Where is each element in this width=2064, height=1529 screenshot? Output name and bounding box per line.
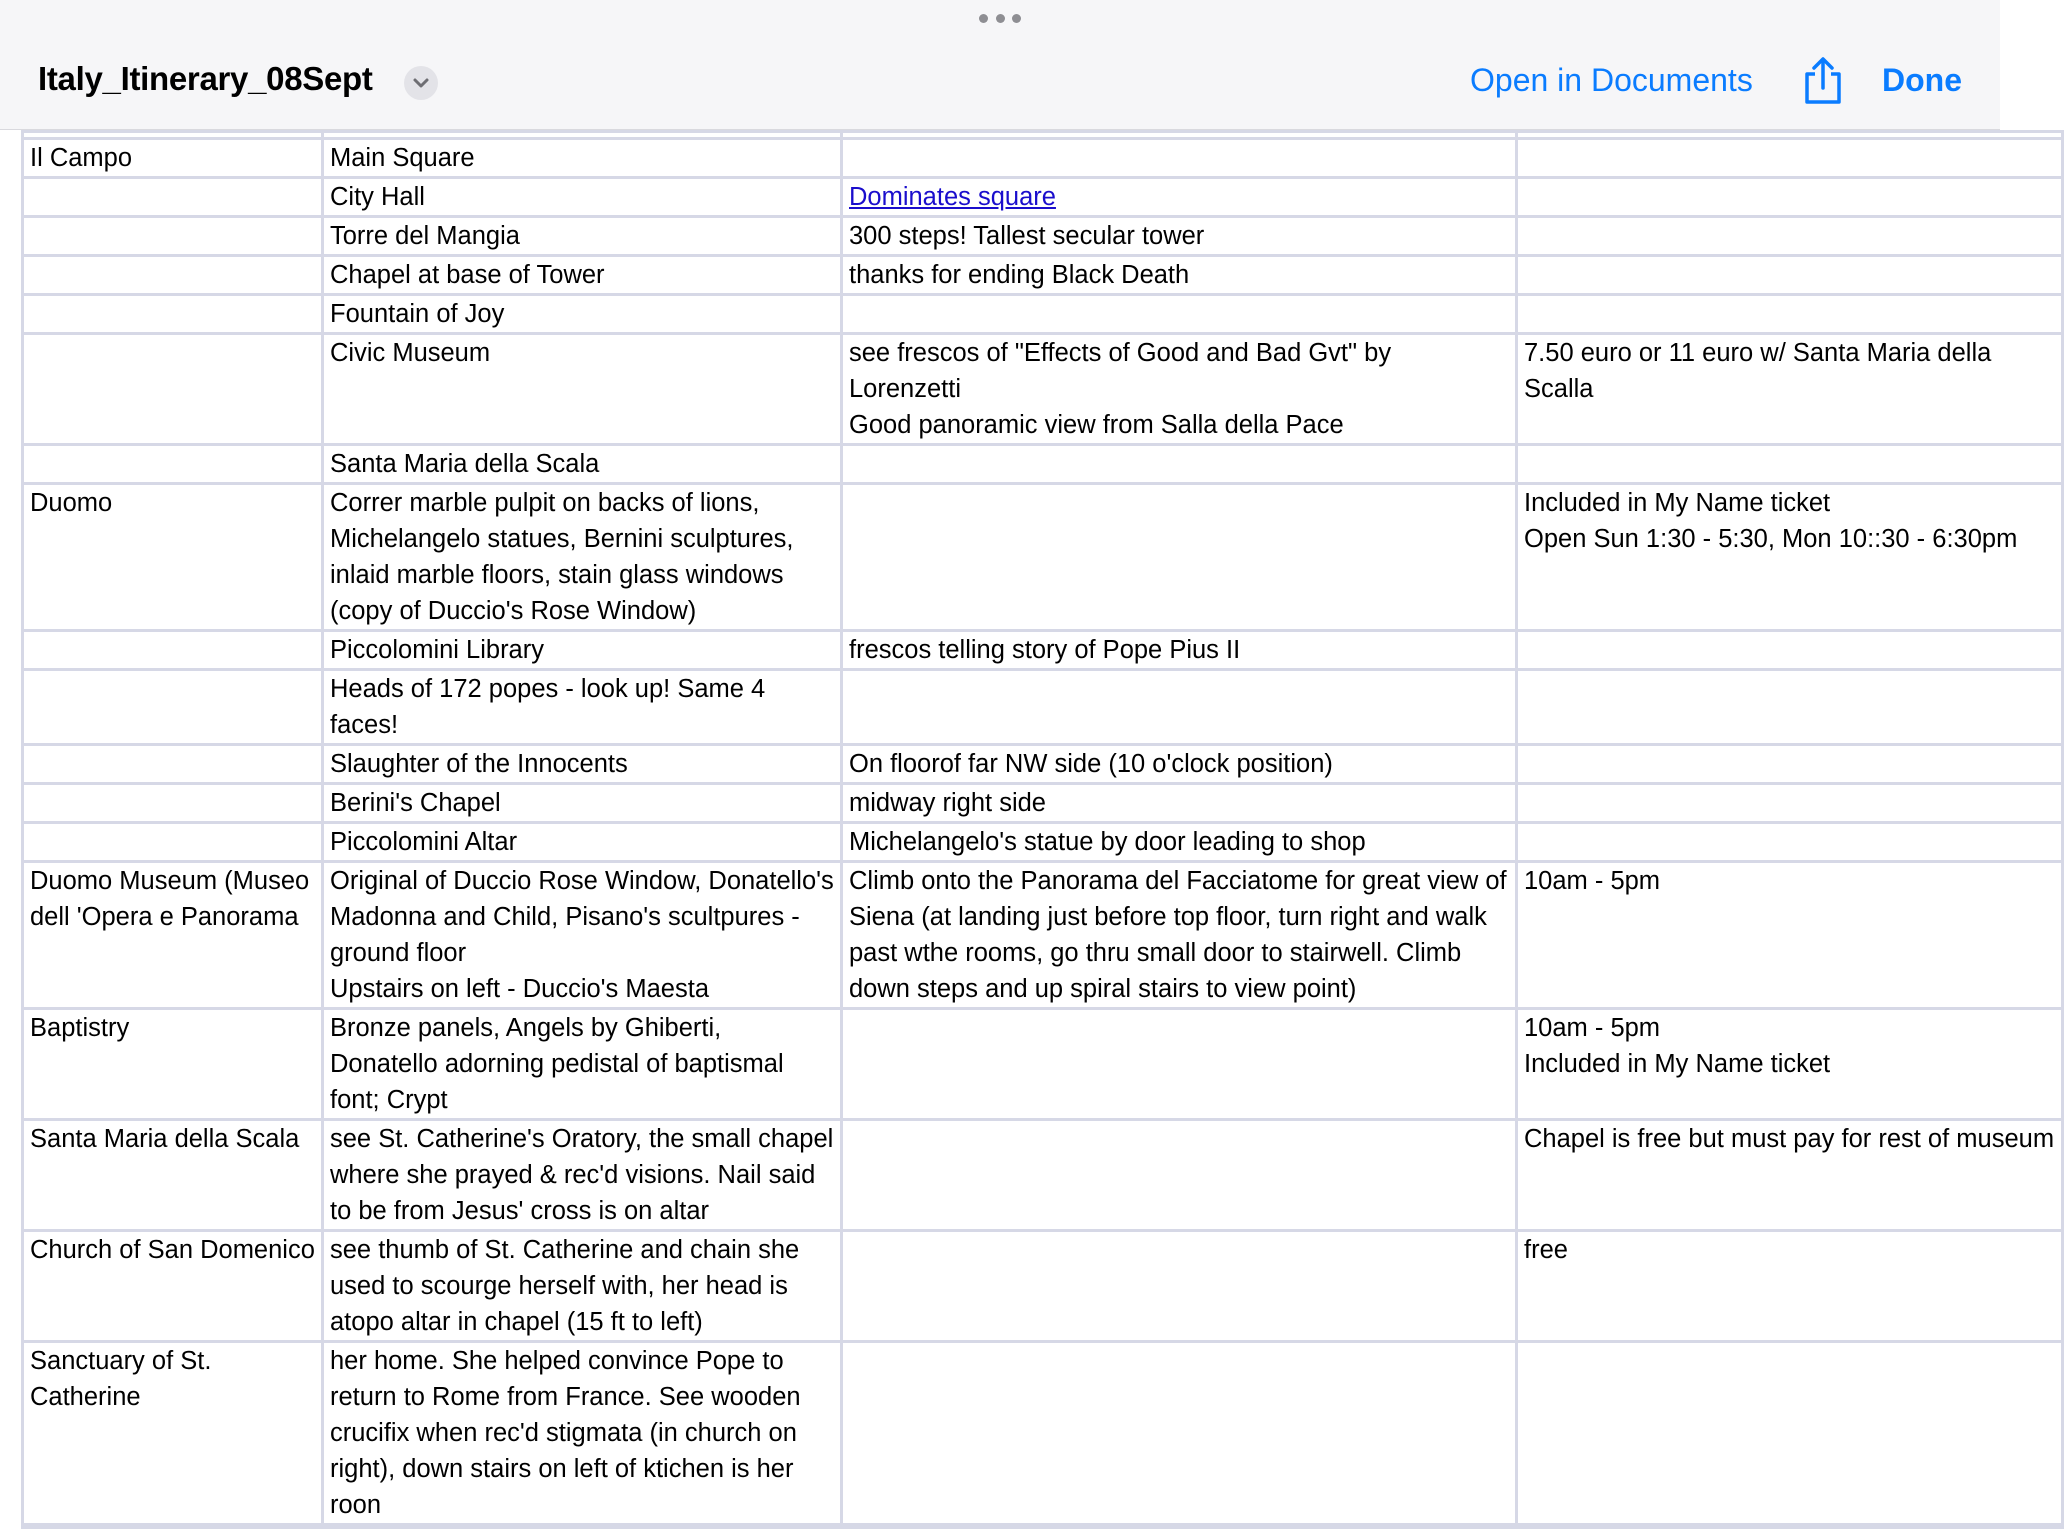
table-cell[interactable]: Included in My Name ticket Open Sun 1:30 - 5:30, Mon 10::30 - 6:30pm [1517, 484, 2063, 631]
table-cell[interactable]: Slaughter of the Innocents [323, 745, 842, 784]
table-cell[interactable] [842, 132, 1517, 139]
table-cell[interactable] [23, 178, 323, 217]
table-cell[interactable] [842, 1120, 1517, 1231]
table-cell[interactable] [1517, 670, 2063, 745]
table-cell[interactable] [842, 1342, 1517, 1525]
table-cell[interactable]: Chapel is free but must pay for rest of museum [1517, 1120, 2063, 1231]
table-cell[interactable]: Berini's Chapel [323, 784, 842, 823]
table-cell[interactable]: thanks for ending Black Death [842, 256, 1517, 295]
table-cell[interactable] [23, 295, 323, 334]
table-cell[interactable] [23, 445, 323, 484]
table-cell[interactable]: Sanctuary of St. Catherine [23, 1342, 323, 1525]
table-cell[interactable]: 10am - 5pm Included in My Name ticket [1517, 1009, 2063, 1120]
table-cell[interactable]: see frescos of "Effects of Good and Bad Gvt" by Lorenzetti Good panoramic view from Salla della Pace [842, 334, 1517, 445]
table-row [23, 295, 2063, 334]
table-cell[interactable]: Chapel at base of Tower [323, 256, 842, 295]
table-row [23, 178, 2063, 217]
done-button[interactable]: Done [1882, 62, 1962, 98]
table-cell[interactable]: Torre del Mangia [323, 217, 842, 256]
table-cell[interactable] [23, 1525, 323, 1528]
table-cell[interactable]: City Hall [323, 178, 842, 217]
table-cell[interactable] [1517, 217, 2063, 256]
dominates-square-link[interactable]: Dominates square [849, 183, 1056, 211]
table-cell[interactable]: Michelangelo's statue by door leading to shop [842, 823, 1517, 862]
table-row [23, 745, 2063, 784]
table-cell[interactable]: Duomo [23, 484, 323, 631]
open-in-documents-button[interactable]: Open in Documents [1470, 62, 1753, 98]
table-row [23, 1342, 2063, 1525]
table-cell[interactable] [323, 1525, 842, 1528]
table-cell[interactable] [1517, 445, 2063, 484]
table-cell[interactable]: Heads of 172 popes - look up! Same 4 faces! [323, 670, 842, 745]
share-icon[interactable] [1801, 56, 1845, 106]
table-row [23, 217, 2063, 256]
table-cell[interactable]: Civic Museum [323, 334, 842, 445]
table-cell[interactable] [842, 670, 1517, 745]
table-cell[interactable]: Main Square [323, 139, 842, 178]
table-cell[interactable] [1517, 132, 2063, 139]
table-row [23, 484, 2063, 631]
table-cell[interactable]: Climb onto the Panorama del Facciatome for great view of Siena (at landing just before top floor, turn right and walk past wthe rooms, go thru small door to stairwell. Climb down steps and up spiral stairs to view point) [842, 862, 1517, 1009]
table-row [23, 256, 2063, 295]
table-cell[interactable] [842, 295, 1517, 334]
chevron-down-icon[interactable] [404, 66, 438, 100]
table-cell[interactable] [23, 670, 323, 745]
table-cell[interactable] [23, 784, 323, 823]
more-dots-icon[interactable] [979, 12, 1021, 24]
table-cell[interactable]: frescos telling story of Pope Pius II [842, 631, 1517, 670]
table-cell[interactable]: Santa Maria della Scala [323, 445, 842, 484]
table-row [23, 670, 2063, 745]
table-cell[interactable] [1517, 139, 2063, 178]
table-cell[interactable]: Il Campo [23, 139, 323, 178]
table-cell[interactable] [842, 178, 1517, 217]
table-row [23, 1009, 2063, 1120]
table-cell[interactable] [842, 445, 1517, 484]
table-cell[interactable] [23, 745, 323, 784]
table-row [23, 1525, 2063, 1528]
table-row [23, 334, 2063, 445]
table-row [23, 445, 2063, 484]
table-cell[interactable] [842, 484, 1517, 631]
table-cell[interactable]: Baptistry [23, 1009, 323, 1120]
table-row [23, 862, 2063, 1009]
table-cell[interactable] [842, 139, 1517, 178]
table-cell[interactable]: Church of San Domenico [23, 1231, 323, 1342]
table-row [23, 1120, 2063, 1231]
table-cell[interactable] [23, 823, 323, 862]
table-cell[interactable] [1517, 295, 2063, 334]
table-cell[interactable] [842, 1231, 1517, 1342]
table-cell[interactable] [23, 334, 323, 445]
table-cell[interactable] [23, 132, 323, 139]
table-cell[interactable] [1517, 1525, 2063, 1528]
table-cell[interactable]: see St. Catherine's Oratory, the small chapel where she prayed & rec'd visions. Nail said to be from Jesus' cross is on altar [323, 1120, 842, 1231]
table-row [23, 1231, 2063, 1342]
table-cell[interactable]: free [1517, 1231, 2063, 1342]
table-cell[interactable] [23, 256, 323, 295]
table-cell[interactable]: Original of Duccio Rose Window, Donatello's Madonna and Child, Pisano's scultpures - ground floor Upstairs on left - Duccio's Maesta [323, 862, 842, 1009]
table-cell[interactable] [1517, 784, 2063, 823]
table-cell[interactable]: see thumb of St. Catherine and chain she used to scourge herself with, her head is atopo altar in chapel (15 ft to left) [323, 1231, 842, 1342]
table-cell[interactable]: Piccolomini Library [323, 631, 842, 670]
table-cell[interactable] [842, 1009, 1517, 1120]
table-cell[interactable]: 300 steps! Tallest secular tower [842, 217, 1517, 256]
table-cell[interactable]: Piccolomini Altar [323, 823, 842, 862]
table-cell[interactable] [23, 217, 323, 256]
document-title[interactable]: Italy_Itinerary_08Sept [38, 60, 373, 97]
top-bar [0, 0, 2000, 130]
table-cell[interactable] [1517, 631, 2063, 670]
table-cell[interactable] [1517, 823, 2063, 862]
table-cell[interactable]: Bronze panels, Angels by Ghiberti, Donatello adorning pedistal of baptismal font; Crypt [323, 1009, 842, 1120]
table-cell[interactable] [1517, 178, 2063, 217]
table-cell[interactable]: Duomo Museum (Museo dell 'Opera e Panorama [23, 862, 323, 1009]
table-cell[interactable] [842, 1525, 1517, 1528]
table-row [23, 132, 2063, 139]
table-row [23, 784, 2063, 823]
table-cell[interactable]: Correr marble pulpit on backs of lions, Michelangelo statues, Bernini sculptures, inlaid marble floors, stain glass windows (copy of Duccio's Rose Window) [323, 484, 842, 631]
table-cell[interactable]: Fountain of Joy [323, 295, 842, 334]
table-cell[interactable]: On floorof far NW side (10 o'clock position) [842, 745, 1517, 784]
table-cell[interactable] [23, 631, 323, 670]
table-row [23, 631, 2063, 670]
table-cell[interactable]: her home. She helped convince Pope to return to Rome from France. See wooden crucifix when rec'd stigmata (in church on right), down stairs on left of ktichen is her roon [323, 1342, 842, 1525]
table-cell[interactable]: midway right side [842, 784, 1517, 823]
itinerary-table [21, 130, 2064, 1529]
table-cell[interactable]: Santa Maria della Scala [23, 1120, 323, 1231]
table-row [23, 139, 2063, 178]
table-row [23, 823, 2063, 862]
table-cell[interactable] [1517, 256, 2063, 295]
table-cell[interactable] [1517, 745, 2063, 784]
table-cell[interactable] [323, 132, 842, 139]
table-cell[interactable] [1517, 1342, 2063, 1525]
spreadsheet[interactable] [21, 130, 2055, 1519]
table-cell[interactable]: 10am - 5pm [1517, 862, 2063, 1009]
table-cell[interactable]: 7.50 euro or 11 euro w/ Santa Maria della Scalla [1517, 334, 2063, 445]
